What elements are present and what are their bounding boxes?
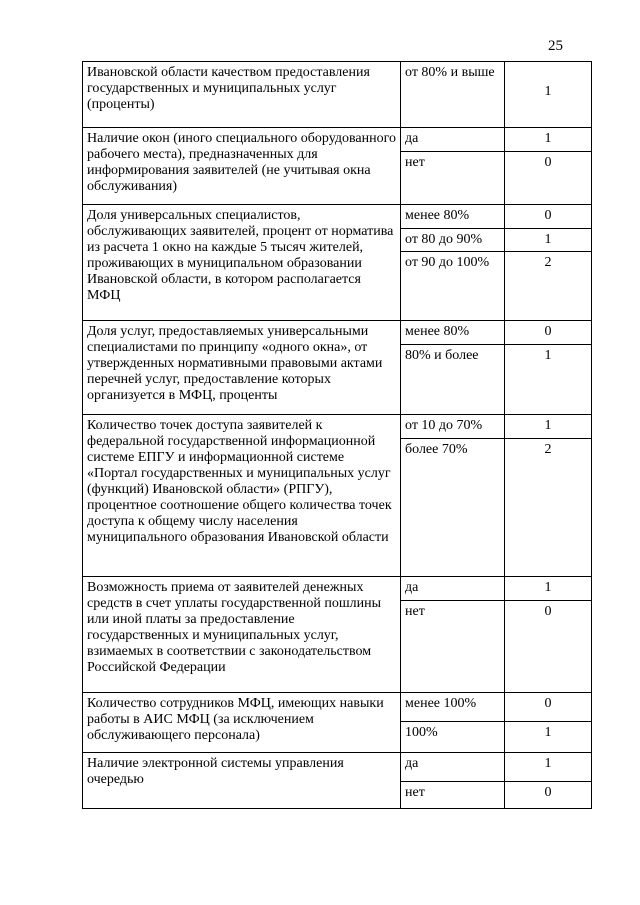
option-cell: да xyxy=(401,577,505,601)
score-cell: 0 xyxy=(505,693,592,722)
table-row xyxy=(83,577,592,601)
table-row xyxy=(83,62,592,128)
criterion-cell: Доля универсальных специалистов, обслуживающих заявителей, процент от норматива из расчета 1 окно на каждые 5 тысяч жителей, проживающих в муниципальном образовании Ивановской области, в котором располагается МФЦ xyxy=(83,205,401,321)
score-cell: 1 xyxy=(505,577,592,601)
score-cell: 2 xyxy=(505,439,592,577)
criterion-cell: Доля услуг, предоставляемых универсальными специалистами по принципу «одного окна», от утвержденных нормативными правовыми актами перечней услуг, предоставление которых организуется в МФЦ, проценты xyxy=(83,321,401,415)
score-cell: 2 xyxy=(505,252,592,321)
option-cell: да xyxy=(401,753,505,782)
score-cell: 0 xyxy=(505,321,592,345)
criterion-cell: Количество сотрудников МФЦ, имеющих навыки работы в АИС МФЦ (за исключением обслуживающего персонала) xyxy=(83,693,401,753)
option-cell: от 10 до 70% xyxy=(401,415,505,439)
option-cell: 100% xyxy=(401,722,505,753)
table-row xyxy=(83,321,592,345)
option-cell: от 80% и выше xyxy=(401,62,505,128)
score-cell: 1 xyxy=(505,229,592,252)
score-cell: 0 xyxy=(505,152,592,205)
option-cell: 80% и более xyxy=(401,345,505,415)
table-row xyxy=(83,753,592,782)
option-cell: да xyxy=(401,128,505,152)
criteria-table xyxy=(82,61,592,809)
table-row xyxy=(83,128,592,152)
score-cell: 1 xyxy=(505,345,592,415)
option-cell: менее 100% xyxy=(401,693,505,722)
option-cell: менее 80% xyxy=(401,321,505,345)
option-cell: нет xyxy=(401,782,505,809)
score-cell: 1 xyxy=(505,62,592,128)
criterion-cell: Ивановской области качеством предоставления государственных и муниципальных услуг (проценты) xyxy=(83,62,401,128)
score-cell: 1 xyxy=(505,128,592,152)
option-cell: более 70% xyxy=(401,439,505,577)
criteria-table-body xyxy=(83,62,592,809)
criterion-cell: Возможность приема от заявителей денежных средств в счет уплаты государственной пошлины или иной платы за предоставление государственных и муниципальных услуг, взимаемых в соответствии с законодательством Российской Федерации xyxy=(83,577,401,693)
option-cell: нет xyxy=(401,601,505,693)
score-cell: 0 xyxy=(505,601,592,693)
score-cell: 1 xyxy=(505,753,592,782)
option-cell: нет xyxy=(401,152,505,205)
table-row xyxy=(83,205,592,229)
criterion-cell: Наличие окон (иного специального оборудованного рабочего места), предназначенных для информирования заявителей (не учитывая окна обслуживания) xyxy=(83,128,401,205)
page-number: 25 xyxy=(548,38,563,54)
table-row xyxy=(83,693,592,722)
score-cell: 0 xyxy=(505,205,592,229)
criterion-cell: Наличие электронной системы управления очередью xyxy=(83,753,401,809)
table-row xyxy=(83,415,592,439)
option-cell: от 90 до 100% xyxy=(401,252,505,321)
option-cell: от 80 до 90% xyxy=(401,229,505,252)
score-cell: 0 xyxy=(505,782,592,809)
score-cell: 1 xyxy=(505,415,592,439)
option-cell: менее 80% xyxy=(401,205,505,229)
score-cell: 1 xyxy=(505,722,592,753)
criterion-cell: Количество точек доступа заявителей к федеральной государственной информационной системе ЕПГУ и информационной системе «Портал государственных и муниципальных услуг (функций) Ивановской области» (РПГУ), процентное соотношение общего количества точек доступа к общему числу населения муниципального образования Ивановской области xyxy=(83,415,401,577)
